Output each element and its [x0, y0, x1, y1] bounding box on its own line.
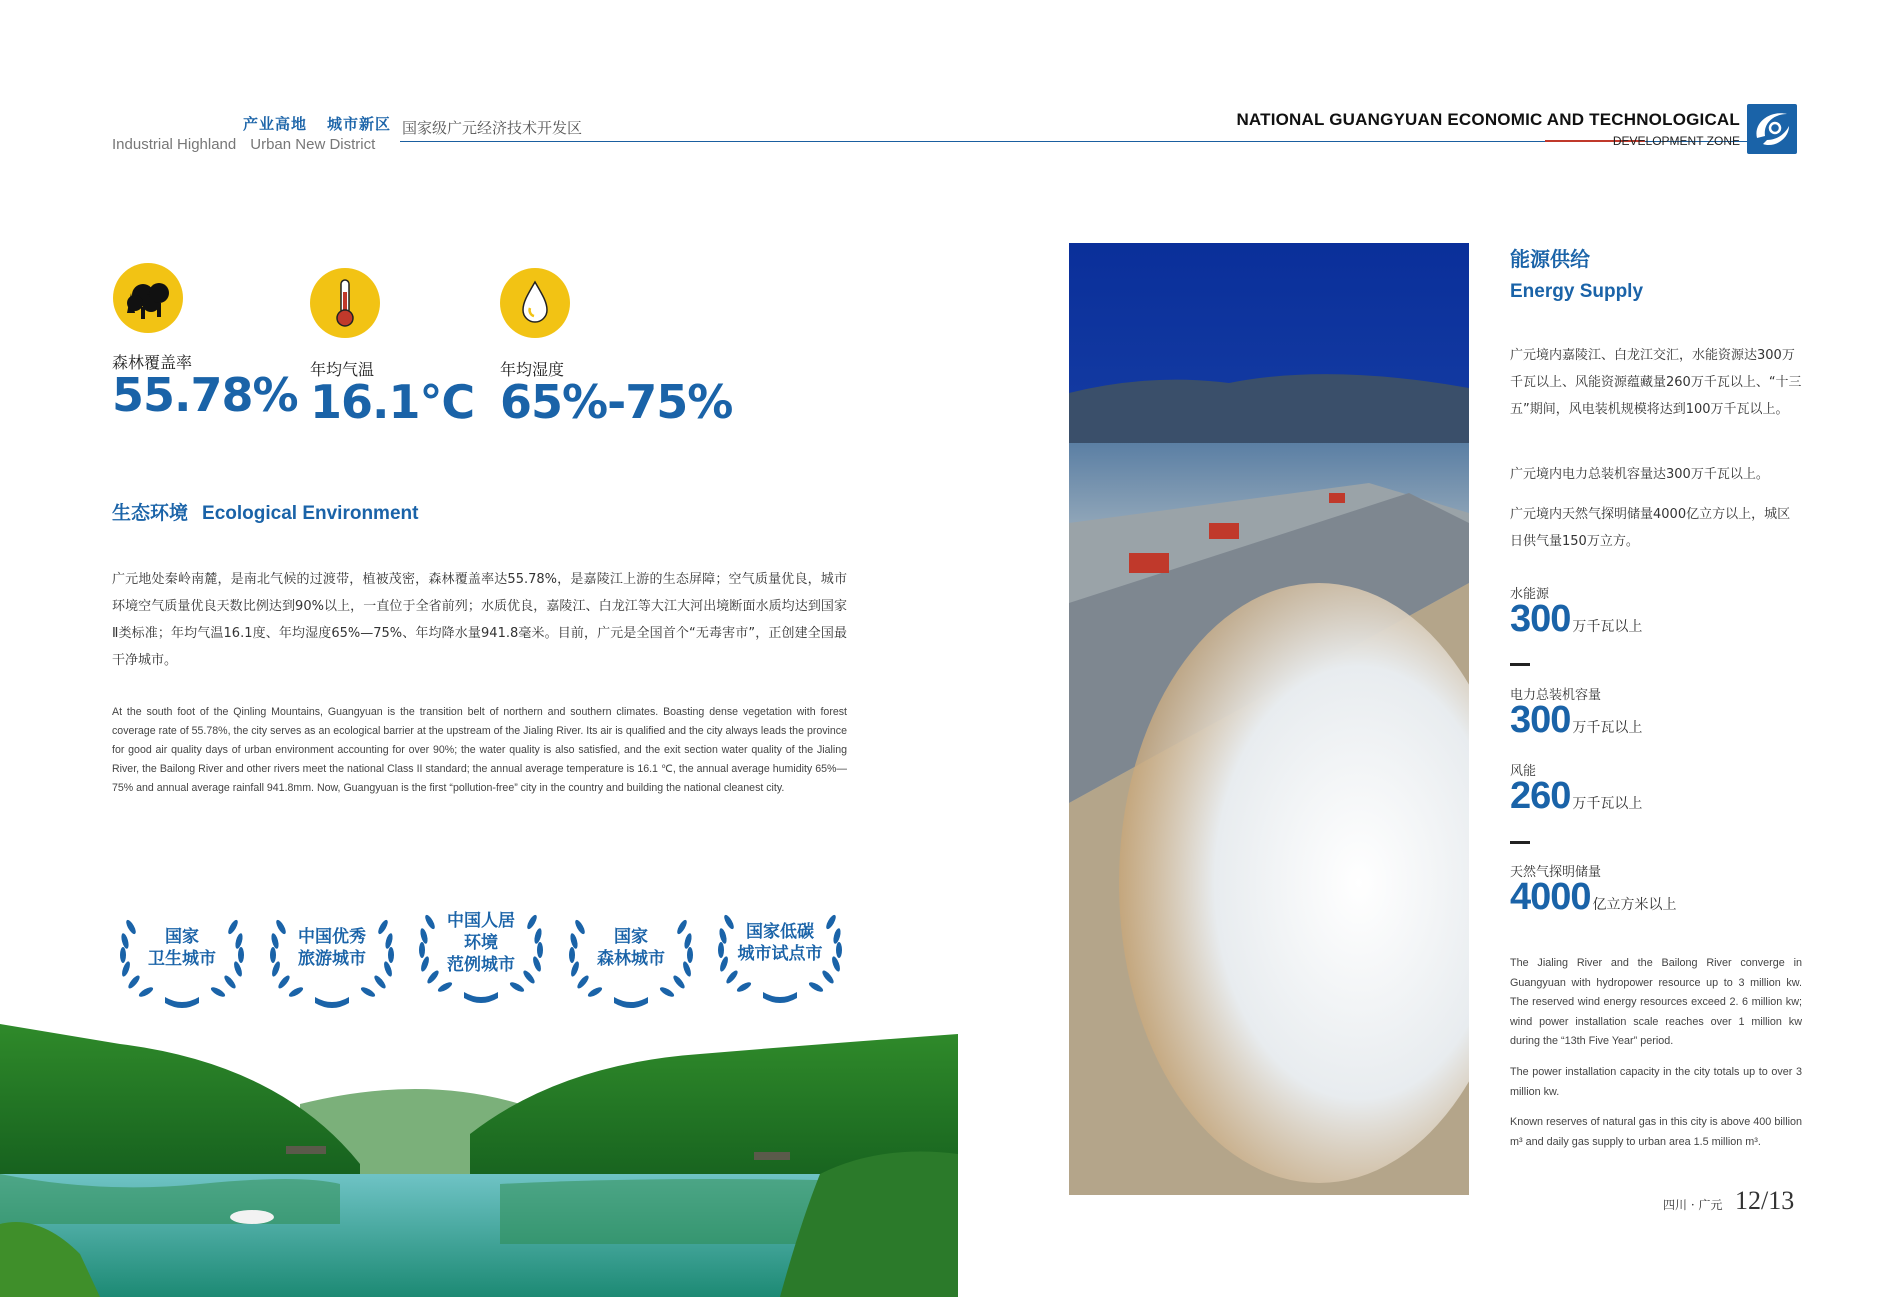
- header-tagline-cn: [243, 113, 391, 134]
- energy-paragraph-en-1: The Jialing River and the Bailong River converge in Guangyuan with hydropower resource up to 3 million kw. The reserved wind energy resources exceed 2. 6 million kw; wind power installation scale reaches over 1 million kw during the “13th Five Year” period.: [1510, 957, 1802, 1047]
- ecology-body-en: At the south foot of the Qinling Mountains, Guangyuan is the transition belt of northern and southern climates. Boasting dense vegetation with forest coverage rate of 55.78%, the city serves as an ecological barrier at the upstream of the Jialing River. Its air is qualified and the city always leads the province for good air quality days of urban environment accounting for over 90%; the water quality is also satisfied, and the exit section water quality of the Jialing River, the Bailong River and other rivers meet the national Class II standard; the annual average temperature is 16.1 ℃, the annual average humidity 65%—75% and annual average rainfall 941.8mm. Now, Guangyuan is the first “pollution-free” city in the country and building the national cleanest city.: [112, 706, 847, 794]
- header-subtitle: DEVELOPMENT ZONE: [1612, 134, 1740, 148]
- header-zone-name: 国家级广元经济技术开发区: [402, 119, 583, 137]
- footer-location: 四川 · 广元: [1663, 1198, 1723, 1212]
- tagline-en-1: Industrial Highland: [112, 136, 237, 153]
- water-drop-icon: [500, 268, 570, 338]
- stat-value-forest: 55.78%: [112, 368, 298, 422]
- header-tagline-en: [112, 136, 375, 153]
- metric-divider: [1510, 841, 1530, 844]
- metric-value-gas: 4000: [1510, 876, 1591, 918]
- metric-power: [1510, 699, 1642, 742]
- energy-title-cn: 能源供给: [1510, 247, 1590, 271]
- metric-gas: [1510, 876, 1677, 919]
- badge-national-health-city: [113, 897, 251, 1013]
- ecology-section-title: [112, 498, 418, 525]
- tagline-cn-1: 产业高地: [243, 115, 308, 133]
- badge-national-forest-city: [562, 897, 700, 1013]
- hydropower-dam-photo: [1069, 243, 1469, 1195]
- stat-value-temperature: 16.1℃: [310, 375, 475, 429]
- metric-wind: [1510, 775, 1642, 818]
- badge-line-2: 森林城市: [597, 949, 665, 969]
- badge-line-2: 旅游城市: [298, 949, 366, 969]
- trees-icon: [113, 263, 183, 333]
- badge-excellent-tourism-city: [263, 897, 401, 1013]
- header-title: NATIONAL GUANGYUAN ECONOMIC AND TECHNOLOGICAL: [1236, 110, 1740, 129]
- ecology-body-cn: 广元地处秦岭南麓，是南北气候的过渡带，植被茂密，森林覆盖率达55.78%，是嘉陵江上游的生态屏障；空气质量优良，城市环境空气质量优良天数比例达到90%以上，一直位于全省前列；水质优良，嘉陵江、白龙江等大江大河出境断面水质均达到国家Ⅱ类标准；年均气温16.1度、年均湿度65%—75%、年均降水量941.8毫米。目前，广元是全国首个“无毒害市”，正创建全国最干净城市。: [112, 572, 847, 668]
- badge-text: [412, 892, 550, 994]
- badge-line-2: 卫生城市: [148, 949, 216, 969]
- metric-unit-gas: 亿立方米以上: [1592, 897, 1677, 913]
- badge-line-1: 国家: [614, 927, 648, 947]
- thermometer-icon: [310, 268, 380, 338]
- tagline-en-2: Urban New District: [250, 136, 376, 153]
- energy-paragraph-cn-2: 广元境内电力总装机容量达300万千瓦以上。: [1510, 467, 1769, 482]
- page-number: 12/13: [1735, 1186, 1795, 1215]
- badge-line-1: 国家低碳: [746, 922, 814, 942]
- badge-human-settlement-city: [412, 892, 550, 1008]
- metric-label-hydro: 水能源: [1510, 587, 1550, 602]
- energy-paragraph-cn-1: 广元境内嘉陵江、白龙江交汇，水能资源达300万千瓦以上、风能资源蕴藏量260万千瓦以上、“十三五”期间，风电装机规模将达到100万千瓦以上。: [1510, 348, 1802, 417]
- metric-label-power: 电力总装机容量: [1510, 688, 1602, 703]
- energy-title-en: Energy Supply: [1510, 281, 1644, 302]
- metric-unit-hydro: 万千瓦以上: [1572, 619, 1643, 635]
- badge-line-2: 城市试点市: [737, 944, 823, 964]
- ecology-title-en: Ecological Environment: [202, 503, 419, 524]
- badge-low-carbon-pilot-city: [711, 892, 849, 1008]
- energy-paragraph-en-2: The power installation capacity in the city totals up to over 3 million kw.: [1510, 1066, 1802, 1098]
- metric-value-hydro: 300: [1510, 598, 1571, 640]
- metric-value-wind: 260: [1510, 775, 1571, 817]
- zone-logo-icon: [1747, 104, 1797, 154]
- tagline-cn-2: 城市新区: [327, 115, 392, 133]
- badge-line-1: 中国人居: [447, 911, 515, 931]
- badge-line-3: 范例城市: [447, 955, 515, 975]
- metric-unit-wind: 万千瓦以上: [1572, 796, 1643, 812]
- stat-label-forest: 森林覆盖率: [112, 353, 193, 372]
- energy-paragraph-en-3: Known reserves of natural gas in this city is above 400 billion m³ and daily gas supply to urban area 1.5 million m³.: [1510, 1116, 1802, 1148]
- badge-line-1: 中国优秀: [298, 927, 366, 947]
- metric-divider: [1510, 663, 1530, 666]
- metric-unit-power: 万千瓦以上: [1572, 720, 1643, 736]
- energy-paragraph-cn-3: 广元境内天然气探明储量4000亿立方以上，城区日供气量150万立方。: [1510, 507, 1791, 549]
- metric-label-wind: 风能: [1510, 764, 1537, 779]
- badge-text: [263, 897, 401, 999]
- badge-line-2: 环境: [464, 933, 498, 953]
- metric-hydro: [1510, 598, 1642, 641]
- metric-label-gas: 天然气探明储量: [1510, 865, 1602, 880]
- badge-text: [562, 897, 700, 999]
- lake-landscape-photo: [0, 1024, 958, 1297]
- ecology-title-cn: 生态环境: [112, 502, 189, 524]
- metric-value-power: 300: [1510, 699, 1571, 741]
- stat-label-temperature: 年均气温: [310, 360, 375, 379]
- stat-label-humidity: 年均湿度: [500, 360, 565, 379]
- badge-text: [113, 897, 251, 999]
- badge-line-1: 国家: [165, 927, 199, 947]
- stat-value-humidity: 65%-75%: [500, 375, 733, 429]
- badge-text: [711, 892, 849, 994]
